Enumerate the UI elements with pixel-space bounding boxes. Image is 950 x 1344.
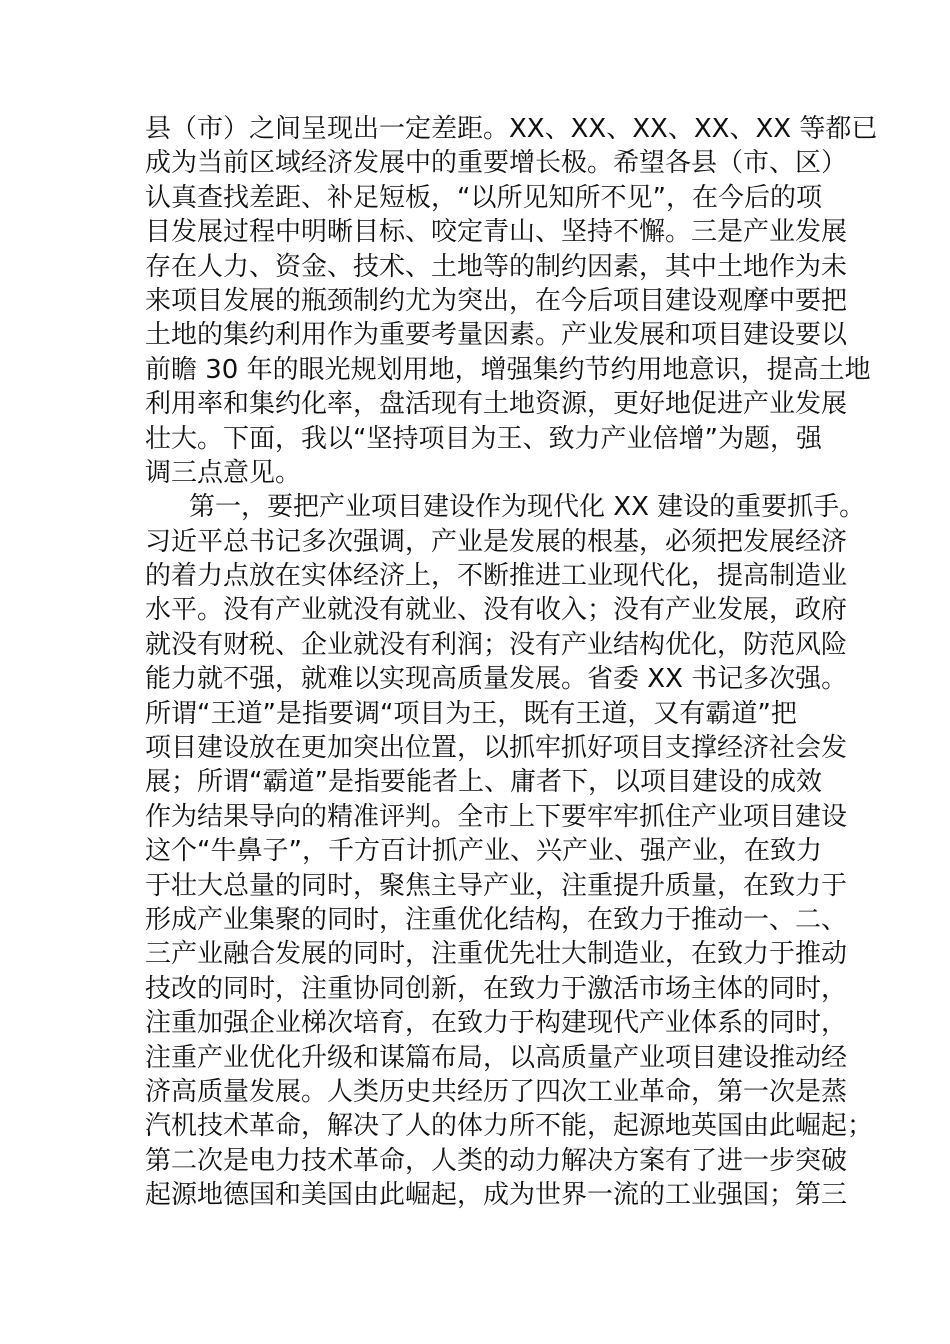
- text-line: 起源地德国和美国由此崛起，成为世界一流的工业强国；第三: [145, 1180, 848, 1211]
- text-line: 调三点意见。: [145, 457, 302, 488]
- text-line: 于壮大总量的同时，聚焦主导产业，注重提升质量，在致力于: [145, 870, 848, 901]
- text-line: 展；所谓“霸道”是指要能者上、庸者下，以项目建设的成效: [145, 767, 822, 798]
- text-line: 县（市）之间呈现出一定差距。XX、XX、XX、XX、XX 等都已: [145, 114, 878, 144]
- text-line: 目发展过程中明晰目标、咬定青山、坚持不懈。三是产业发展: [145, 217, 848, 248]
- text-line: 成为当前区域经济发展中的重要增长极。希望各县（市、区）: [145, 148, 848, 179]
- text-line: 技改的同时，注重协同创新，在致力于激活市场主体的同时，: [145, 973, 848, 1004]
- text-line: 项目建设放在更加突出位置，以抓牢抓好项目支撑经济社会发: [145, 733, 848, 764]
- text-line: 所谓“王道”是指要调“项目为王，既有王道，又有霸道”把: [145, 698, 797, 729]
- text-line: 三产业融合发展的同时，注重优先壮大制造业，在致力于推动: [145, 939, 848, 970]
- text-line: 第二次是电力技术革命，人类的动力解决方案有了进一步突破: [145, 1145, 848, 1176]
- text-line: 前瞻 30 年的眼光规划用地，增强集约节约用地意识，提高土地: [145, 354, 871, 385]
- text-line: 这个“牛鼻子”，千方百计抓产业、兴产业、强产业，在致力: [145, 836, 822, 867]
- text-line: 认真查找差距、补足短板，“以所见知所不见”，在今后的项: [145, 182, 822, 213]
- text-line: 壮大。下面，我以“坚持项目为王、致力产业倍增”为题，强: [145, 423, 822, 454]
- text-line: 作为结果导向的精准评判。全市上下要牢牢抓住产业项目建设: [145, 801, 848, 832]
- body-text: [145, 112, 878, 1213]
- text-line: 水平。没有产业就没有就业、没有收入；没有产业发展，政府: [145, 595, 848, 626]
- text-line: 汽机技术革命，解决了人的体力所不能，起源地英国由此崛起；: [145, 1111, 874, 1142]
- text-line: 来项目发展的瓶颈制约尤为突出，在今后项目建设观摩中要把: [145, 285, 848, 316]
- text-line: 注重加强企业梯次培育，在致力于构建现代产业体系的同时，: [145, 1008, 848, 1039]
- text-line: 就没有财税、企业就没有利润；没有产业结构优化，防范风险: [145, 629, 848, 660]
- text-line: 注重产业优化升级和谋篇布局，以高质量产业项目建设推动经: [145, 1042, 848, 1073]
- text-line: 利用率和集约化率，盘活现有土地资源，更好地促进产业发展: [145, 389, 848, 420]
- text-line: 形成产业集聚的同时，注重优化结构，在致力于推动一、二、: [145, 904, 848, 935]
- text-line: 土地的集约利用作为重要考量因素。产业发展和项目建设要以: [145, 320, 848, 351]
- text-line: 济高质量发展。人类历史共经历了四次工业革命，第一次是蒸: [145, 1076, 848, 1107]
- paragraph-first-line: 第一，要把产业项目建设作为现代化 XX 建设的重要抓手。: [189, 492, 866, 523]
- text-line: 能力就不强，就难以实现高质量发展。省委 XX 书记多次强。: [145, 664, 848, 695]
- text-line: 习近平总书记多次强调，产业是发展的根基，必须把发展经济: [145, 526, 848, 557]
- text-line: 存在人力、资金、技术、土地等的制约因素，其中土地作为未: [145, 251, 848, 282]
- text-line: 的着力点放在实体经济上，不断推进工业现代化，提高制造业: [145, 561, 848, 592]
